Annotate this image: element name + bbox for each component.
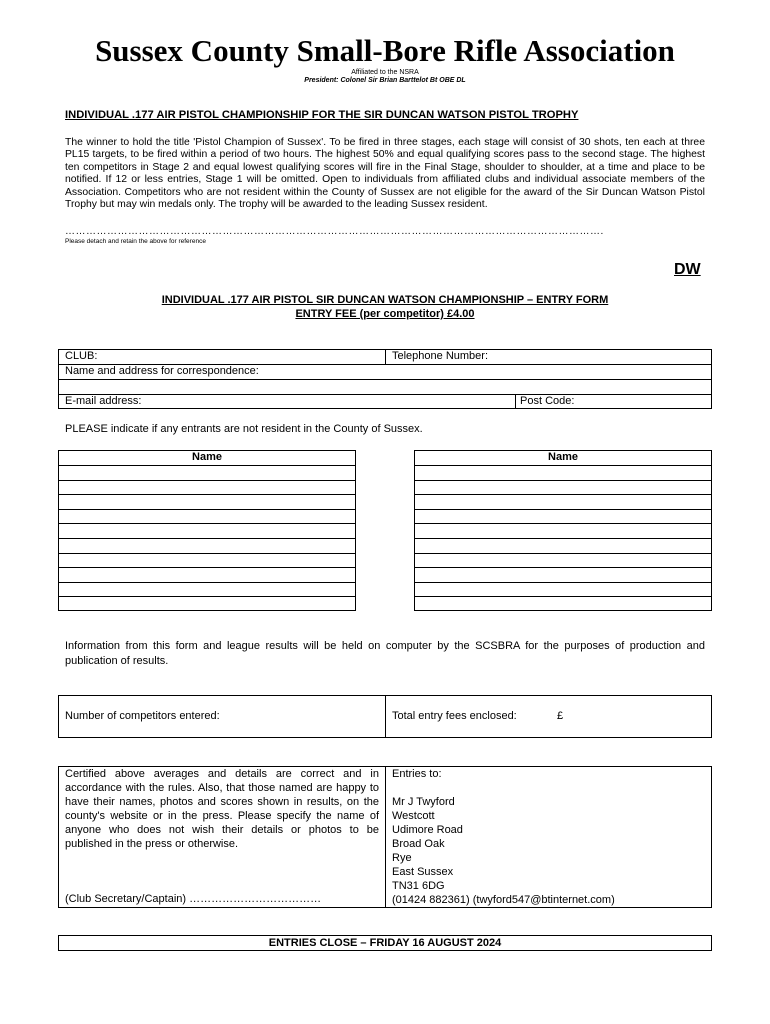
form-code: DW xyxy=(674,261,701,278)
name-entry-row-left[interactable] xyxy=(58,480,356,481)
name-entry-row-right[interactable] xyxy=(414,538,712,539)
address-line: Udimore Road xyxy=(392,824,463,836)
name-entry-row-left[interactable] xyxy=(58,553,356,554)
name-entry-row-right[interactable] xyxy=(414,465,712,466)
data-protection-notice: Information from this form and league results will be held on computer by the SCSBRA for the purposes of production and publication of results. xyxy=(65,640,705,667)
certification-text: Certified above averages and details are correct and in accordance with the rules. Also, that those named are happy to have their names, photos and scores shown in results, on the county's website or in the press. Please specify the name of anyone who does not wish their details or photos to be published in the press or otherwise. xyxy=(65,768,379,850)
name-entry-row-right[interactable] xyxy=(414,567,712,568)
address-line: Broad Oak xyxy=(392,838,445,850)
entries-close-notice: ENTRIES CLOSE – FRIDAY 16 AUGUST 2024 xyxy=(58,935,712,951)
detach-line: ………………………………………………………………………………………………………………………………………. xyxy=(65,226,604,237)
name-entry-row-left[interactable] xyxy=(58,567,356,568)
name-entry-row-left[interactable] xyxy=(58,494,356,495)
competitors-count-field[interactable]: Number of competitors entered: xyxy=(65,710,220,722)
entries-address xyxy=(392,767,615,907)
address-line: Westcott xyxy=(392,810,435,822)
name-entry-row-right[interactable] xyxy=(414,596,712,597)
correspondence-address-field[interactable]: Name and address for correspondence: xyxy=(65,365,259,377)
signature-field[interactable]: (Club Secretary/Captain) ……………………………… xyxy=(65,893,322,905)
club-field[interactable]: CLUB: xyxy=(65,350,98,362)
name-entry-row-right[interactable] xyxy=(414,494,712,495)
address-line: East Sussex xyxy=(392,866,454,878)
name-entry-row-right[interactable] xyxy=(414,553,712,554)
name-entry-row-right[interactable] xyxy=(414,480,712,481)
president-note: President: Colonel Sir Brian Barttelot Bt OBE DL xyxy=(304,77,466,84)
name-entry-row-left[interactable] xyxy=(58,465,356,466)
names-table-right-header: Name xyxy=(548,451,578,463)
names-table-left xyxy=(58,450,356,611)
name-entry-row-left[interactable] xyxy=(58,523,356,524)
name-entry-row-left[interactable] xyxy=(58,596,356,597)
affiliation-note: Affiliated to the NSRA xyxy=(351,69,419,76)
address-line: Mr J Twyford xyxy=(392,796,455,808)
detach-note: Please detach and retain the above for reference xyxy=(65,238,206,245)
address-line: TN31 6DG xyxy=(392,880,445,892)
names-table-right xyxy=(414,450,712,611)
organisation-title: Sussex County Small-Bore Rifle Association xyxy=(95,33,675,68)
telephone-field[interactable]: Telephone Number: xyxy=(392,350,489,362)
non-resident-note: PLEASE indicate if any entrants are not resident in the County of Sussex. xyxy=(65,423,423,435)
name-entry-row-left[interactable] xyxy=(58,538,356,539)
name-entry-row-right[interactable] xyxy=(414,509,712,510)
currency-symbol: £ xyxy=(557,710,564,722)
entry-form-title: INDIVIDUAL .177 AIR PISTOL SIR DUNCAN WATSON CHAMPIONSHIP – ENTRY FORM xyxy=(161,294,609,306)
championship-description: The winner to hold the title 'Pistol Champion of Sussex'. To be fired in three stages, each stage will consist of 30 shots, ten each at three PL15 targets, to be fired within a period of two hours. The highest 50% and equal qualifying scores pass to the second stage. The highest ten competitors in Stage 2 and equal lowest qualifying scores will fire in the Final Stage, shoulder to shoulder, at a time and place to be notified. If 12 or less entries, Stage 1 will be omitted. Open to individuals from affiliated clubs and individual associate members of the Association. Competitors who are not resident within the County of Sussex are not eligible for the award of the Sir Duncan Watson Pistol Trophy but may win medals only. The trophy will be awarded to the leading Sussex resident. xyxy=(65,137,705,211)
email-field[interactable]: E-mail address: xyxy=(65,395,142,407)
total-fees-field[interactable]: Total entry fees enclosed: xyxy=(392,710,517,722)
name-entry-row-right[interactable] xyxy=(414,582,712,583)
entry-fee: ENTRY FEE (per competitor) £4.00 xyxy=(295,308,475,320)
address-line: Rye xyxy=(392,852,412,864)
name-entry-row-right[interactable] xyxy=(414,523,712,524)
contact-line[interactable]: (01424 882361) (twyford547@btinternet.com) xyxy=(392,894,615,906)
name-entry-row-left[interactable] xyxy=(58,582,356,583)
name-entry-row-left[interactable] xyxy=(58,509,356,510)
entries-to-label: Entries to: xyxy=(392,768,442,780)
postcode-field[interactable]: Post Code: xyxy=(520,395,575,407)
championship-heading: INDIVIDUAL .177 AIR PISTOL CHAMPIONSHIP FOR THE SIR DUNCAN WATSON PISTOL TROPHY xyxy=(65,109,579,121)
names-table-left-header: Name xyxy=(192,451,222,463)
